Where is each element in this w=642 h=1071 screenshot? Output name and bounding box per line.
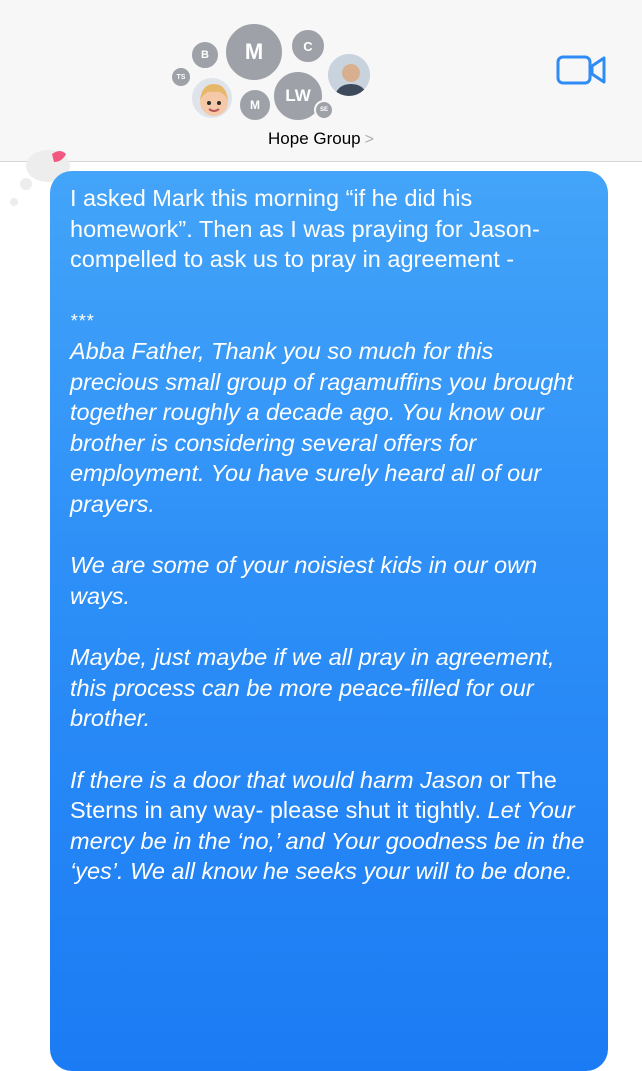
message-prayer-paragraph-3: Maybe, just maybe if we all pray in agreement, this process can be more peace-filled for our brother. <box>70 644 555 731</box>
avatar-m-large[interactable] <box>224 22 284 82</box>
avatar-c[interactable] <box>290 28 326 64</box>
message-bubble[interactable] <box>50 171 608 1071</box>
message-prayer-paragraph-2: We are some of your noisiest kids in our own ways. <box>70 552 538 609</box>
avatar-ts[interactable] <box>170 66 192 88</box>
memoji-avatar-icon[interactable] <box>190 76 234 120</box>
avatar-initials: M <box>250 98 260 112</box>
photo-avatar-icon[interactable] <box>326 52 372 98</box>
group-title[interactable] <box>0 127 642 151</box>
avatar-initials: LW <box>285 86 311 105</box>
group-name[interactable]: Hope Group <box>268 129 361 148</box>
chevron-right-icon: > <box>364 130 374 148</box>
message-p4-italic-start: If there is a door that would harm Jason <box>70 766 483 793</box>
video-call-button[interactable] <box>556 52 608 88</box>
message-intro: I asked Mark this morning “if he did his homework”. Then as I was praying for Jason- compelled to ask us to pray in agreement - <box>70 185 540 272</box>
avatar-initials: B <box>201 49 209 61</box>
avatar-initials: SE <box>319 107 328 113</box>
message-separator: *** <box>70 310 95 331</box>
avatar-m-small[interactable] <box>238 88 272 122</box>
message-prayer-paragraph-4 <box>70 765 588 887</box>
message-prayer-paragraph-1: Abba Father, Thank you so much for this precious small group of ragamuffins you brought together roughly a decade ago. You know our brother is considering several offers for employment. You have surely heard all of our prayers. <box>70 338 573 517</box>
message-p4-normal: or The Sterns in any way- please shut it tightly. <box>70 766 557 823</box>
avatar-initials: M <box>244 39 264 64</box>
avatar-initials: C <box>303 38 313 54</box>
avatar-se[interactable] <box>314 100 334 120</box>
message-p4-italic-end: Let Your mercy be in the ‘no,’ and Your goodness be in the ‘yes’. We all know he seeks your will to be done. <box>70 797 585 884</box>
avatar-b[interactable] <box>190 40 220 70</box>
avatar-initials: TS <box>176 73 186 81</box>
video-camera-icon <box>556 52 608 88</box>
conversation-header <box>0 0 642 162</box>
